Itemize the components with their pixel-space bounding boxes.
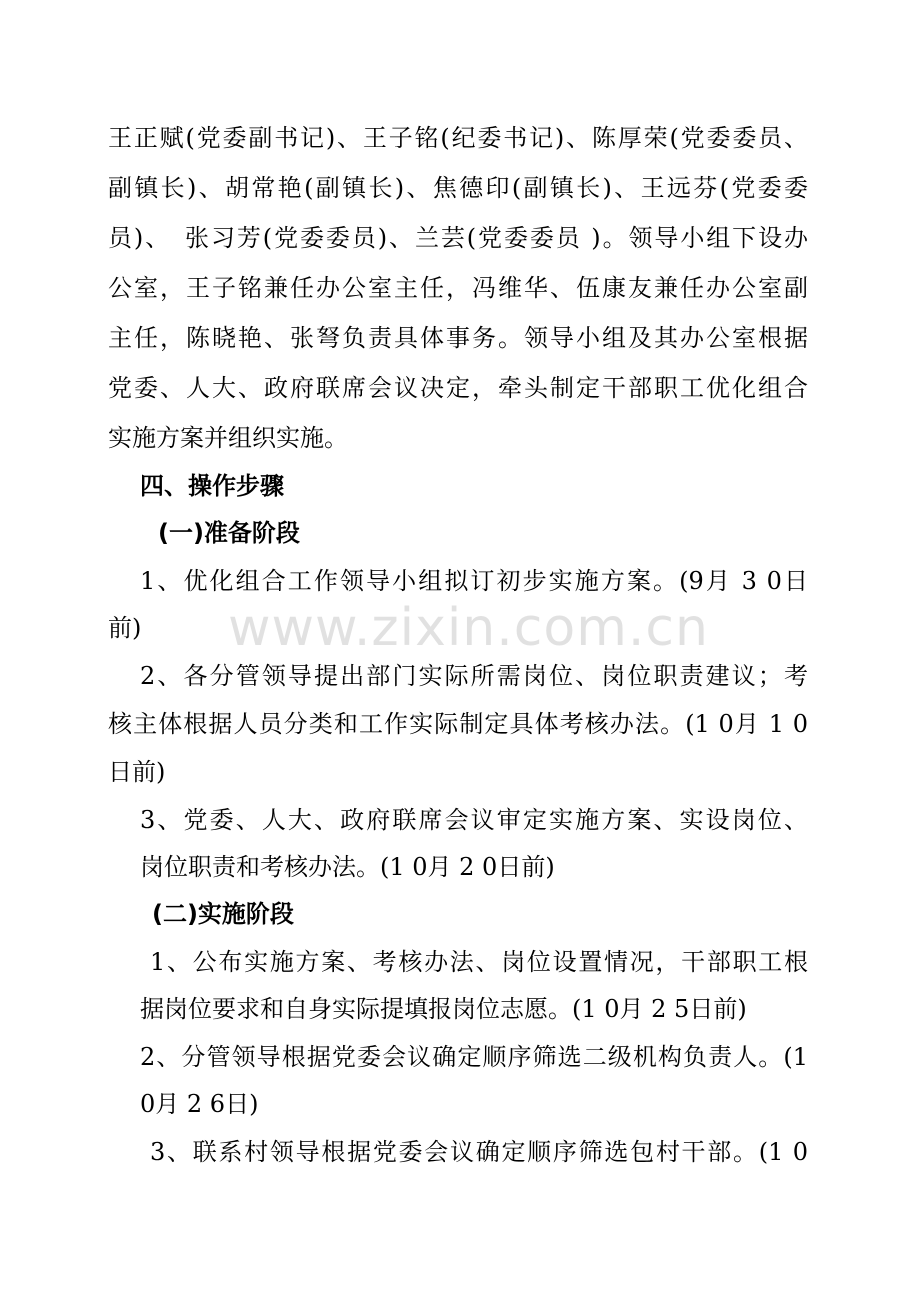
section-heading: 四、操作步骤 <box>140 472 284 500</box>
list-item-line: 0月 2 6日) <box>140 1090 259 1118</box>
list-item-line: 3、党委、人大、政府联席会议审定实施方案、实设岗位、 <box>140 806 808 834</box>
list-item-line: 核主体根据人员分类和工作实际制定具体考核办法。(1 0月 1 0 <box>108 710 808 738</box>
list-item-line: 日前) <box>108 758 166 786</box>
list-item-line: 1、公布实施方案、考核办法、岗位设置情况，干部职工根 <box>150 948 808 976</box>
list-item-line: 前) <box>108 614 142 642</box>
subsection-heading: (一)准备阶段 <box>158 519 300 547</box>
list-item-line: 2、各分管领导提出部门实际所需岗位、岗位职责建议；考 <box>140 662 808 690</box>
list-item-line: 1、优化组合工作领导小组拟订初步实施方案。(9月 3 0日 <box>140 567 808 595</box>
list-item-line: 2、分管领导根据党委会议确定顺序筛选二级机构负责人。(1 <box>140 1043 808 1071</box>
paragraph-line: 公室，王子铭兼任办公室主任，冯维华、伍康友兼任办公室副 <box>108 274 808 302</box>
paragraph-line: 主任，陈晓艳、张弩负责具体事务。领导小组及其办公室根据 <box>108 324 808 352</box>
paragraph-line: 副镇长)、胡常艳(副镇长)、焦德印(副镇长)、王远芬(党委委 <box>108 174 808 202</box>
paragraph-line: 实施方案并组织实施。 <box>108 424 348 452</box>
watermark: www.zixin.com.cn <box>228 598 709 658</box>
paragraph-line: 党委、人大、政府联席会议决定，牵头制定干部职工优化组合 <box>108 374 808 402</box>
list-item-line: 3、联系村领导根据党委会议确定顺序筛选包村干部。(1 0 <box>150 1138 808 1166</box>
list-item-line: 岗位职责和考核办法。(1 0月 2 0日前) <box>140 853 555 881</box>
subsection-heading: (二)实施阶段 <box>152 900 294 928</box>
list-item-line: 据岗位要求和自身实际提填报岗位志愿。(1 0月 2 5日前) <box>140 995 747 1023</box>
paragraph-line: 员)、 张习芳(党委委员)、兰芸(党委委员 )。领导小组下设办 <box>108 224 808 252</box>
paragraph-line: 王正赋(党委副书记)、王子铭(纪委书记)、陈厚荣(党委委员、 <box>108 124 808 152</box>
